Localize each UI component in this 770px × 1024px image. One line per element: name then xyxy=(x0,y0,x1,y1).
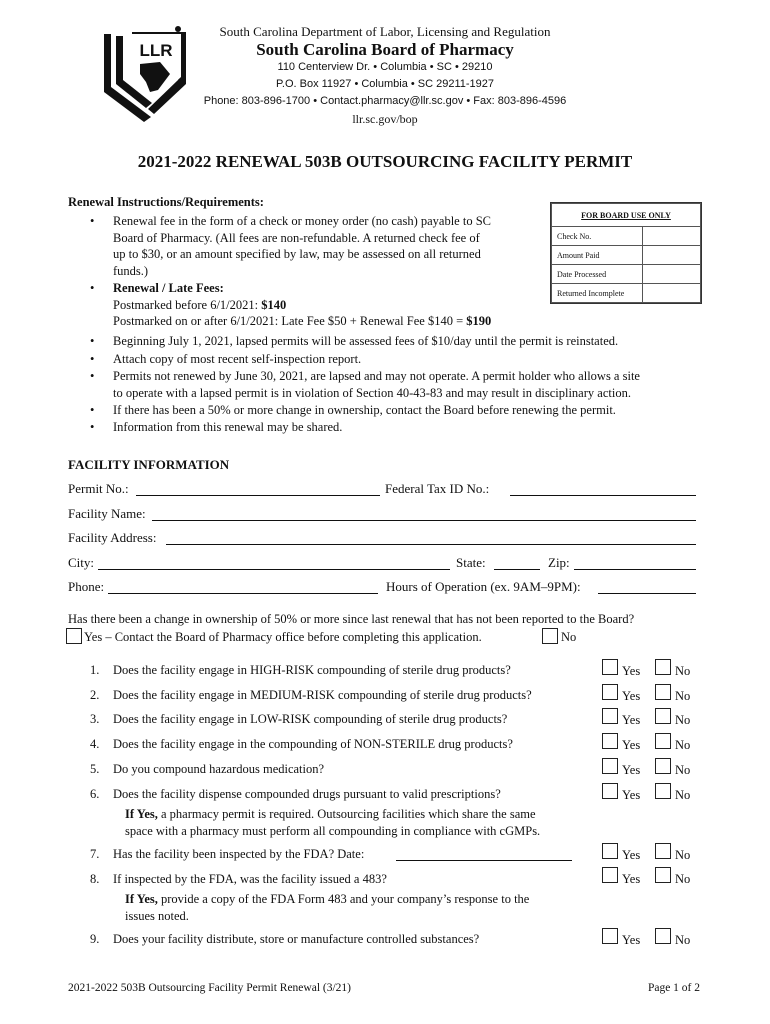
permit-no-label: Permit No.: xyxy=(68,481,129,496)
ownership-no-label: No xyxy=(561,630,577,644)
permit-no-field[interactable] xyxy=(136,495,380,496)
q3-yes-checkbox[interactable] xyxy=(602,708,618,724)
board-po-box: P.O. Box 11927 • Columbia • SC 29211-1927 xyxy=(275,78,495,90)
bullet: • xyxy=(90,352,95,366)
no-label: No xyxy=(675,848,691,862)
q7-yes-checkbox[interactable] xyxy=(602,843,618,859)
no-label: No xyxy=(675,713,691,727)
yes-label: Yes xyxy=(622,763,641,777)
not-renewed-line-1: Permits not renewed by June 30, 2021, are lapsed and may not operate. A permit holder who allows a site xyxy=(113,369,640,383)
yes-label: Yes xyxy=(622,664,641,678)
question-number: 8. xyxy=(90,872,100,886)
q2-no-checkbox[interactable] xyxy=(655,684,671,700)
question-number: 3. xyxy=(90,712,100,726)
facility-name-label: Facility Name: xyxy=(68,506,146,521)
question-number: 5. xyxy=(90,762,100,776)
q7-no-checkbox[interactable] xyxy=(655,843,671,859)
no-label: No xyxy=(675,738,691,752)
yes-label: Yes xyxy=(622,933,641,947)
question-number: 7. xyxy=(90,847,100,861)
department-name: South Carolina Department of Labor, Licensing and Regulation xyxy=(219,24,551,39)
no-label: No xyxy=(675,872,691,886)
returned-incomplete-cell xyxy=(643,284,701,303)
phone-field[interactable] xyxy=(108,593,378,594)
board-use-heading: FOR BOARD USE ONLY xyxy=(552,204,701,227)
q5-yes-checkbox[interactable] xyxy=(602,758,618,774)
q8-note-line-1: If Yes, provide a copy of the FDA Form 483 and your company’s response to the xyxy=(125,892,530,906)
logo-text: LLR xyxy=(139,41,173,60)
question-text: Does the facility engage in MEDIUM-RISK compounding of sterile drug products? xyxy=(113,688,532,702)
q6-no-checkbox[interactable] xyxy=(655,783,671,799)
instructions-heading: Renewal Instructions/Requirements: xyxy=(68,195,264,209)
bullet: • xyxy=(90,214,95,228)
bullet: • xyxy=(90,334,95,348)
q4-no-checkbox[interactable] xyxy=(655,733,671,749)
check-no-cell xyxy=(643,227,701,246)
ownership-text: If there has been a 50% or more change in ownership, contact the Board before renewing the permit. xyxy=(113,403,616,417)
yes-label: Yes xyxy=(622,848,641,862)
lapsed-fees-text: Beginning July 1, 2021, lapsed permits will be assessed fees of $10/day until the permit is reinstated. xyxy=(113,334,619,348)
question-number: 4. xyxy=(90,737,100,751)
fee-line-4: funds.) xyxy=(113,263,149,278)
amount-paid-cell xyxy=(643,246,701,265)
fee-line-3: up to $30, or an amount specified by law, may be assessed on all returned xyxy=(113,247,481,261)
q9-no-checkbox[interactable] xyxy=(655,928,671,944)
no-label: No xyxy=(675,763,691,777)
q6-note-line-1: If Yes, a pharmacy permit is required. Outsourcing facilities which share the same xyxy=(125,807,536,821)
question-text: Does the facility engage in HIGH-RISK compounding of sterile drug products? xyxy=(113,663,511,677)
fees-heading: Renewal / Late Fees: xyxy=(113,281,224,295)
yes-label: Yes xyxy=(622,713,641,727)
yes-label: Yes xyxy=(622,872,641,886)
question-number: 2. xyxy=(90,688,100,702)
returned-incomplete-label: Returned Incomplete xyxy=(552,284,643,303)
check-no-label: Check No. xyxy=(552,227,643,246)
q1-no-checkbox[interactable] xyxy=(655,659,671,675)
tax-id-label: Federal Tax ID No.: xyxy=(385,481,490,496)
q3-no-checkbox[interactable] xyxy=(655,708,671,724)
ownership-yes-checkbox[interactable] xyxy=(66,628,82,644)
tax-id-field[interactable] xyxy=(510,495,696,496)
hours-label: Hours of Operation (ex. 9AM–9PM): xyxy=(386,579,581,594)
board-address: 110 Centerview Dr. • Columbia • SC • 29210 xyxy=(277,61,493,73)
zip-field[interactable] xyxy=(574,569,696,570)
question-text: Does the facility dispense compounded drugs pursuant to valid prescriptions? xyxy=(113,787,501,801)
yes-label: Yes xyxy=(622,788,641,802)
amount-paid-label: Amount Paid xyxy=(552,246,643,265)
board-use-only-box xyxy=(550,202,702,304)
state-label: State: xyxy=(456,555,486,570)
question-text: If inspected by the FDA, was the facility issued a 483? xyxy=(113,872,387,886)
no-label: No xyxy=(675,689,691,703)
question-text: Does your facility distribute, store or manufacture controlled substances? xyxy=(113,932,480,946)
board-contact: Phone: 803-896-1700 • Contact.pharmacy@llr.sc.gov • Fax: 803-896-4596 xyxy=(203,95,567,107)
no-label: No xyxy=(675,788,691,802)
date-processed-label: Date Processed xyxy=(552,265,643,284)
q5-no-checkbox[interactable] xyxy=(655,758,671,774)
q6-yes-checkbox[interactable] xyxy=(602,783,618,799)
bullet: • xyxy=(90,281,95,295)
shared-text: Information from this renewal may be shared. xyxy=(113,420,343,434)
q8-no-checkbox[interactable] xyxy=(655,867,671,883)
facility-heading: FACILITY INFORMATION xyxy=(68,457,230,472)
question-text: Has the facility been inspected by the FDA? Date: xyxy=(113,847,365,861)
fee-line-2: Board of Pharmacy. (All fees are non-refundable. A returned check fee of xyxy=(113,230,480,245)
footer-form-name: 2021-2022 503B Outsourcing Facility Permit Renewal (3/21) xyxy=(68,982,351,994)
facility-address-field[interactable] xyxy=(166,544,696,545)
not-renewed-line-2: to operate with a lapsed permit is in violation of Section 40-43-83 and may result in disciplinary action. xyxy=(113,385,631,400)
yes-label: Yes xyxy=(622,738,641,752)
question-number: 9. xyxy=(90,932,100,946)
state-field[interactable] xyxy=(494,569,540,570)
yes-label: Yes xyxy=(622,689,641,703)
no-label: No xyxy=(675,664,691,678)
fee-after: Postmarked on or after 6/1/2021: Late Fee $50 + Renewal Fee $140 = $190 xyxy=(113,314,492,328)
bullet: • xyxy=(90,420,95,434)
ownership-yes-label: Yes – Contact the Board of Pharmacy office before completing this application. xyxy=(84,630,482,644)
question-number: 1. xyxy=(90,663,100,677)
inspection-text: Attach copy of most recent self-inspection report. xyxy=(113,352,362,366)
fee-before: Postmarked before 6/1/2021: $140 xyxy=(113,297,287,312)
board-name: South Carolina Board of Pharmacy xyxy=(256,40,514,59)
date-processed-cell xyxy=(643,265,701,284)
q6-note-line-2: space with a pharmacy must perform all compounding in compliance with cGMPs. xyxy=(125,823,541,838)
zip-label: Zip: xyxy=(548,555,570,570)
city-field[interactable] xyxy=(98,569,450,570)
question-text: Do you compound hazardous medication? xyxy=(113,762,325,776)
footer-page-number: Page 1 of 2 xyxy=(647,982,700,994)
city-label: City: xyxy=(68,555,95,570)
no-label: No xyxy=(675,933,691,947)
q8-note-line-2: issues noted. xyxy=(125,908,189,923)
q1-yes-checkbox[interactable] xyxy=(602,659,618,675)
ownership-question: Has there been a change in ownership of 50% or more since last renewal that has not been reported to the Board? xyxy=(68,612,635,626)
page-title: 2021-2022 RENEWAL 503B OUTSOURCING FACILITY PERMIT xyxy=(137,152,633,171)
bullet: • xyxy=(90,369,95,383)
phone-label: Phone: xyxy=(68,579,105,594)
facility-address-label: Facility Address: xyxy=(68,530,157,545)
board-website: llr.sc.gov/bop xyxy=(352,112,418,126)
q9-yes-checkbox[interactable] xyxy=(602,928,618,944)
fee-line-1: Renewal fee in the form of a check or money order (no cash) payable to SC xyxy=(113,214,491,228)
hours-field[interactable] xyxy=(598,593,696,594)
question-text: Does the facility engage in LOW-RISK compounding of sterile drug products? xyxy=(113,712,508,726)
fda-inspection-date-field[interactable] xyxy=(396,860,572,861)
facility-name-field[interactable] xyxy=(152,520,696,521)
bullet: • xyxy=(90,403,95,417)
q4-yes-checkbox[interactable] xyxy=(602,733,618,749)
q2-yes-checkbox[interactable] xyxy=(602,684,618,700)
ownership-no-checkbox[interactable] xyxy=(542,628,558,644)
question-text: Does the facility engage in the compounding of NON-STERILE drug products? xyxy=(113,737,513,751)
question-number: 6. xyxy=(90,787,100,801)
q8-yes-checkbox[interactable] xyxy=(602,867,618,883)
